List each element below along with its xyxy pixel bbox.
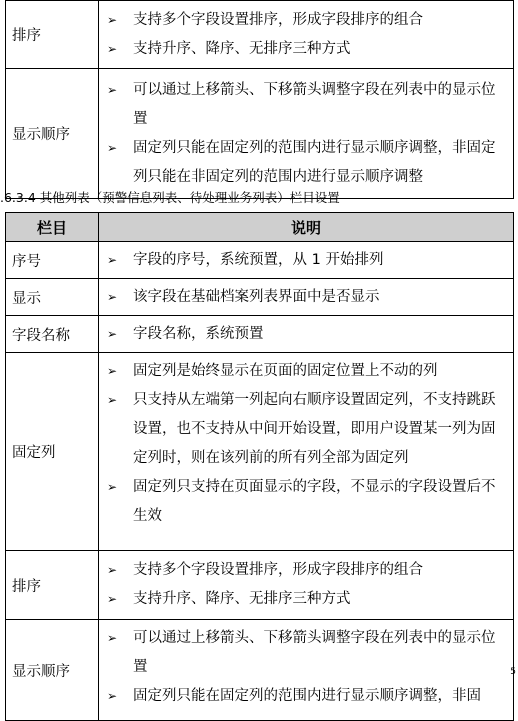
- row-label: 序号: [6, 242, 99, 279]
- list-item: ➢ 支持多个字段设置排序，形成字段排序的组合: [105, 6, 507, 35]
- row-label: 显示: [6, 279, 99, 316]
- row-description: [99, 1, 514, 69]
- row-label: 排序: [6, 551, 99, 620]
- arrow-bullet-icon: ➢: [107, 364, 118, 378]
- table-row: [6, 69, 514, 199]
- row-label: 排序: [6, 1, 99, 69]
- arrow-bullet-icon: ➢: [107, 140, 118, 155]
- section-caption: .6.3.4 其他列表（预警信息列表、待处理业务列表）栏目设置: [0, 190, 340, 205]
- row-label: 显示顺序: [6, 69, 99, 199]
- arrow-bullet-icon: ➢: [107, 689, 118, 703]
- row-description: [99, 279, 514, 316]
- arrow-bullet-icon: ➢: [107, 253, 118, 267]
- list-item: ➢ 支持升序、降序、无排序三种方式: [105, 585, 507, 614]
- list-item: ➢ 字段的序号，系统预置，从 1 开始排列: [105, 249, 507, 271]
- arrow-bullet-icon: ➢: [107, 12, 118, 27]
- arrow-bullet-icon: ➢: [107, 327, 118, 341]
- column-settings-table: [5, 212, 514, 721]
- table-row: [6, 316, 514, 353]
- row-description: [99, 353, 514, 551]
- table-row: [6, 1, 514, 69]
- list-item: ➢ 字段名称，系统预置: [105, 323, 507, 345]
- list-item: ➢ 可以通过上移箭头、下移箭头调整字段在列表中的显示位置: [105, 624, 507, 682]
- table-row: [6, 620, 514, 721]
- arrow-bullet-icon: ➢: [107, 393, 118, 407]
- list-item: ➢ 支持升序、降序、无排序三种方式: [105, 35, 507, 64]
- row-description: [99, 69, 514, 199]
- row-label: 固定列: [6, 353, 99, 551]
- row-description: [99, 242, 514, 279]
- column-header: 栏目: [6, 213, 99, 242]
- arrow-bullet-icon: ➢: [107, 82, 118, 97]
- table-header-row: [6, 213, 514, 242]
- row-description: [99, 316, 514, 353]
- row-description: [99, 551, 514, 620]
- column-header: 说明: [99, 213, 514, 242]
- list-item: ➢ 固定列只能在固定列的范围内进行显示顺序调整，非固定列只能在非固定列的范围内进行显示顺序调整: [105, 134, 507, 192]
- list-item: ➢ 只支持从左端第一列起向右顺序设置固定列，不支持跳跃设置，也不支持从中间开始设置，即用户设置某一列为固定列时，则在该列前的所有列全部为固定列: [105, 386, 507, 473]
- list-item: ➢ 该字段在基础档案列表界面中是否显示: [105, 286, 507, 308]
- top-settings-table: [5, 0, 514, 199]
- table-row: [6, 551, 514, 620]
- row-description: [99, 620, 514, 721]
- table-row: [6, 353, 514, 551]
- arrow-bullet-icon: ➢: [107, 563, 118, 577]
- list-item: ➢ 固定列只能在固定列的范围内进行显示顺序调整，非固: [105, 682, 507, 711]
- row-label: 字段名称: [6, 316, 99, 353]
- list-item: ➢ 支持多个字段设置排序，形成字段排序的组合: [105, 556, 507, 585]
- arrow-bullet-icon: ➢: [107, 480, 118, 494]
- arrow-bullet-icon: ➢: [107, 592, 118, 606]
- list-item: ➢ 可以通过上移箭头、下移箭头调整字段在列表中的显示位置: [105, 76, 507, 134]
- arrow-bullet-icon: ➢: [107, 41, 118, 56]
- arrow-bullet-icon: ➢: [107, 290, 118, 304]
- table-row: [6, 242, 514, 279]
- arrow-bullet-icon: ➢: [107, 631, 118, 645]
- page-number: 5: [510, 667, 516, 677]
- list-item: ➢ 固定列只支持在页面显示的字段，不显示的字段设置后不生效: [105, 473, 507, 531]
- table-row: [6, 279, 514, 316]
- list-item: ➢ 固定列是始终显示在页面的固定位置上不动的列: [105, 357, 507, 386]
- row-label: 显示顺序: [6, 620, 99, 721]
